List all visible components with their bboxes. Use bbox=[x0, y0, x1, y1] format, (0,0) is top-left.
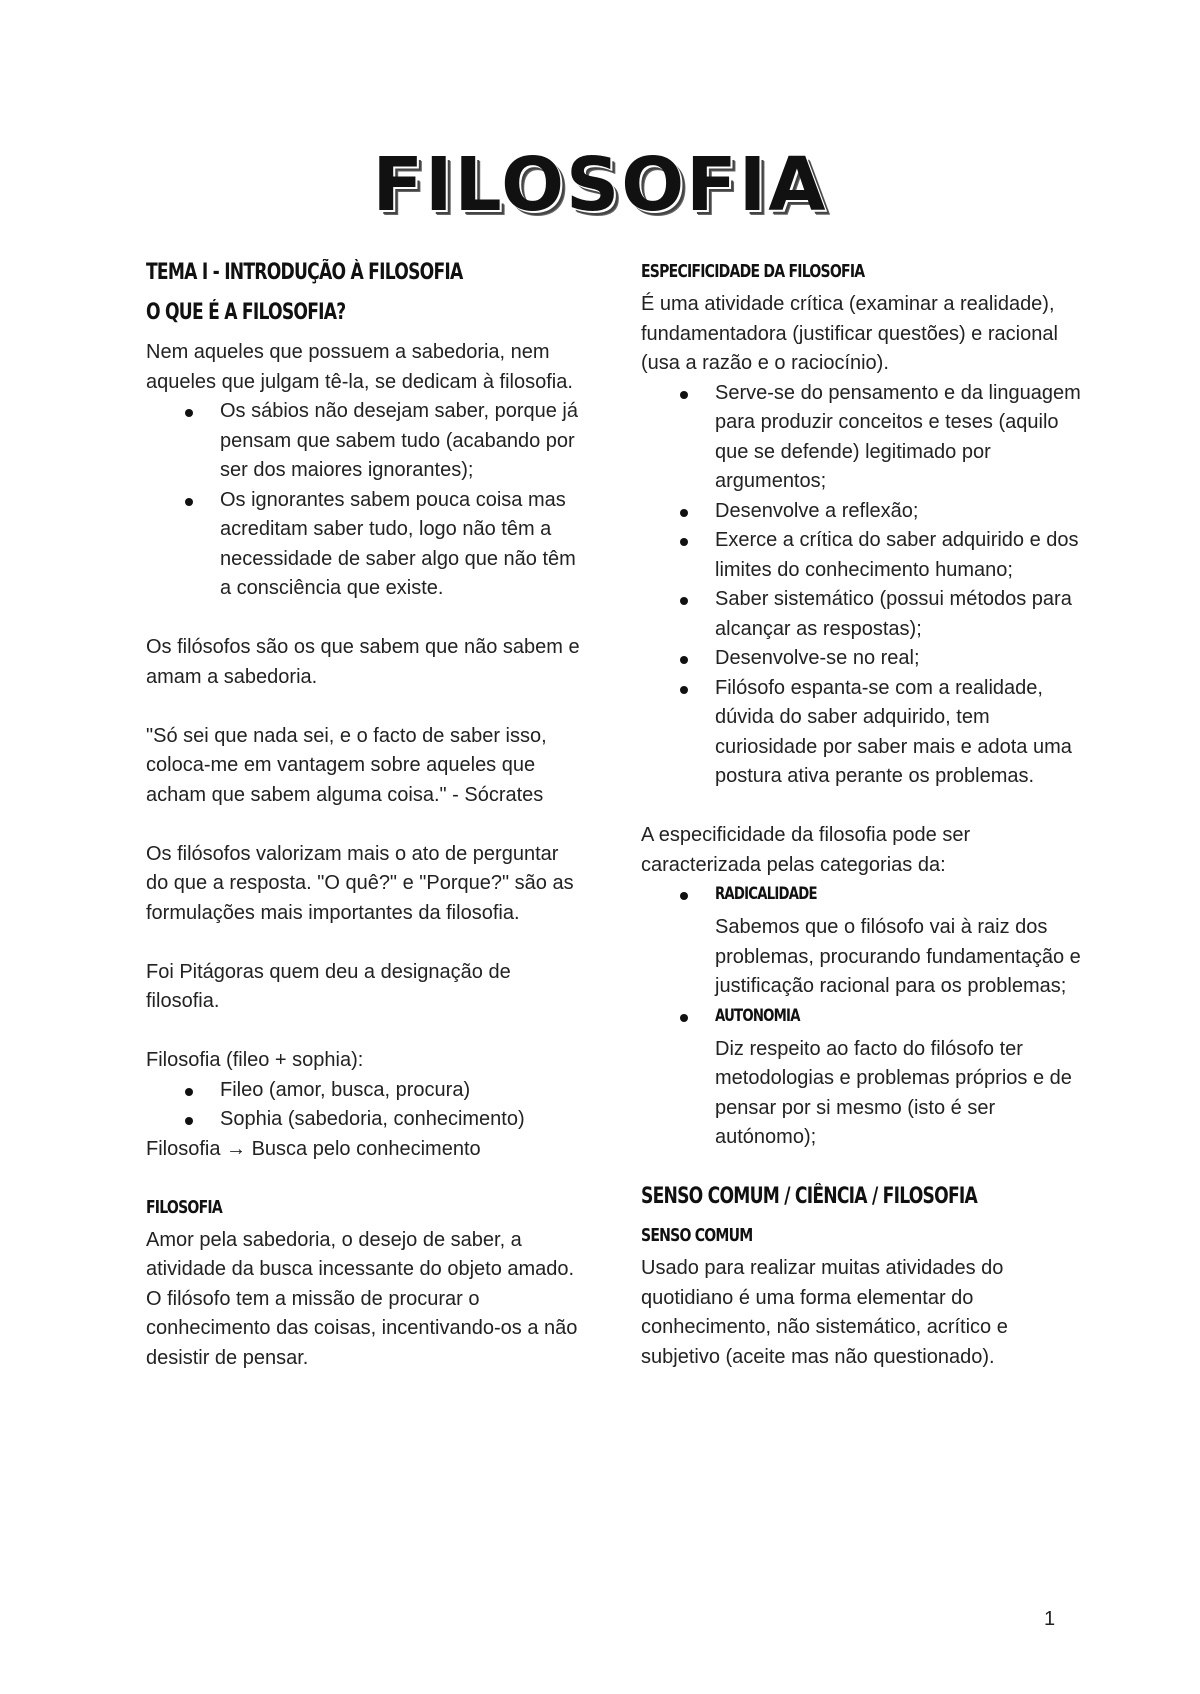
tema-heading: TEMA I - INTRODUÇÃO À FILOSOFIA bbox=[146, 260, 463, 285]
category-item bbox=[641, 1002, 1081, 1153]
paragraph: Filosofia (fileo + sophia): bbox=[146, 1049, 364, 1071]
list-item: Exerce a crítica do saber adquirido e dos limites do conhecimento humano; bbox=[641, 526, 1081, 585]
paragraph: Nem aqueles que possuem a sabedoria, nem aqueles que julgam tê-la, se dedicam à filosofia. bbox=[146, 341, 573, 393]
list-item: Desenvolve-se no real; bbox=[641, 644, 1081, 674]
paragraph: Usado para realizar muitas atividades do quotidiano é uma forma elementar do conhecimento, não sistemático, acrítico e subjetivo (aceite mas não questionado). bbox=[641, 1257, 1008, 1368]
list-item: Sophia (sabedoria, conhecimento) bbox=[146, 1105, 586, 1135]
category-item bbox=[641, 880, 1081, 1002]
paragraph: É uma atividade crítica (examinar a realidade), fundamentadora (justificar questões) e racional (usa a razão e o raciocínio). bbox=[641, 293, 1058, 374]
category-list bbox=[641, 880, 1081, 1153]
bullet-list bbox=[641, 379, 1081, 792]
document-title: FILOSOFIA bbox=[372, 142, 828, 228]
especificidade-heading: ESPECIFICIDADE DA FILOSOFIA bbox=[641, 261, 865, 282]
list-item: Fileo (amor, busca, procura) bbox=[146, 1076, 586, 1106]
left-column bbox=[146, 258, 586, 1373]
list-item: Os ignorantes sabem pouca coisa mas acreditam saber tudo, logo não têm a necessidade de saber algo que não têm a consciência que existe. bbox=[146, 486, 586, 604]
right-column bbox=[641, 258, 1081, 1372]
list-item: Os sábios não desejam saber, porque já pensam que sabem tudo (acabando por ser dos maiores ignorantes); bbox=[146, 397, 586, 486]
list-item: Saber sistemático (possui métodos para alcançar as respostas); bbox=[641, 585, 1081, 644]
category-text: Diz respeito ao facto do filósofo ter metodologias e problemas próprios e de pensar por si mesmo (isto é ser autónomo); bbox=[715, 1037, 1072, 1148]
category-title: RADICALIDADE bbox=[715, 884, 817, 904]
question-heading: O QUE É A FILOSOFIA? bbox=[146, 300, 346, 325]
category-title: AUTONOMIA bbox=[715, 1005, 800, 1026]
paragraph: A especificidade da filosofia pode ser caracterizada pelas categorias da: bbox=[641, 824, 971, 876]
socrates-quote: "Só sei que nada sei, e o facto de saber isso, coloca-me em vantagem sobre aqueles que acham que sabem alguma coisa." - Sócrates bbox=[146, 724, 547, 806]
bullet-list bbox=[146, 397, 586, 604]
filosofia-heading: FILOSOFIA bbox=[146, 1196, 222, 1218]
paragraph: Os filósofos são os que sabem que não sabem e amam a sabedoria. bbox=[146, 636, 580, 688]
page-number: 1 bbox=[1044, 1608, 1056, 1630]
senso-comum-heading: SENSO COMUM bbox=[641, 1225, 753, 1246]
list-item: Desenvolve a reflexão; bbox=[641, 497, 1081, 527]
paragraph: Foi Pitágoras quem deu a designação de filosofia. bbox=[146, 960, 511, 1012]
category-text: Sabemos que o filósofo vai à raiz dos problemas, procurando fundamentação e justificação racional para os problemas; bbox=[715, 916, 1081, 997]
paragraph: Os filósofos valorizam mais o ato de perguntar do que a resposta. "O quê?" e "Porque?" são as formulações mais importantes da filosofia. bbox=[146, 842, 574, 924]
paragraph: Filosofia → Busca pelo conhecimento bbox=[146, 1137, 481, 1160]
paragraph: Amor pela sabedoria, o desejo de saber, a atividade da busca incessante do objeto amado. O filósofo tem a missão de procurar o conhecimento das coisas, incentivando-os a não desistir de pensar. bbox=[146, 1228, 578, 1369]
senso-ciencia-filosofia-heading: SENSO COMUM / CIÊNCIA / FILOSOFIA bbox=[641, 1184, 977, 1209]
list-item: Serve-se do pensamento e da linguagem para produzir conceitos e teses (aquilo que se defende) legitimado por argumentos; bbox=[641, 379, 1081, 497]
list-item: Filósofo espanta-se com a realidade, dúvida do saber adquirido, tem curiosidade por saber mais e adota uma postura ativa perante os problemas. bbox=[641, 674, 1081, 792]
bullet-list bbox=[146, 1076, 586, 1135]
